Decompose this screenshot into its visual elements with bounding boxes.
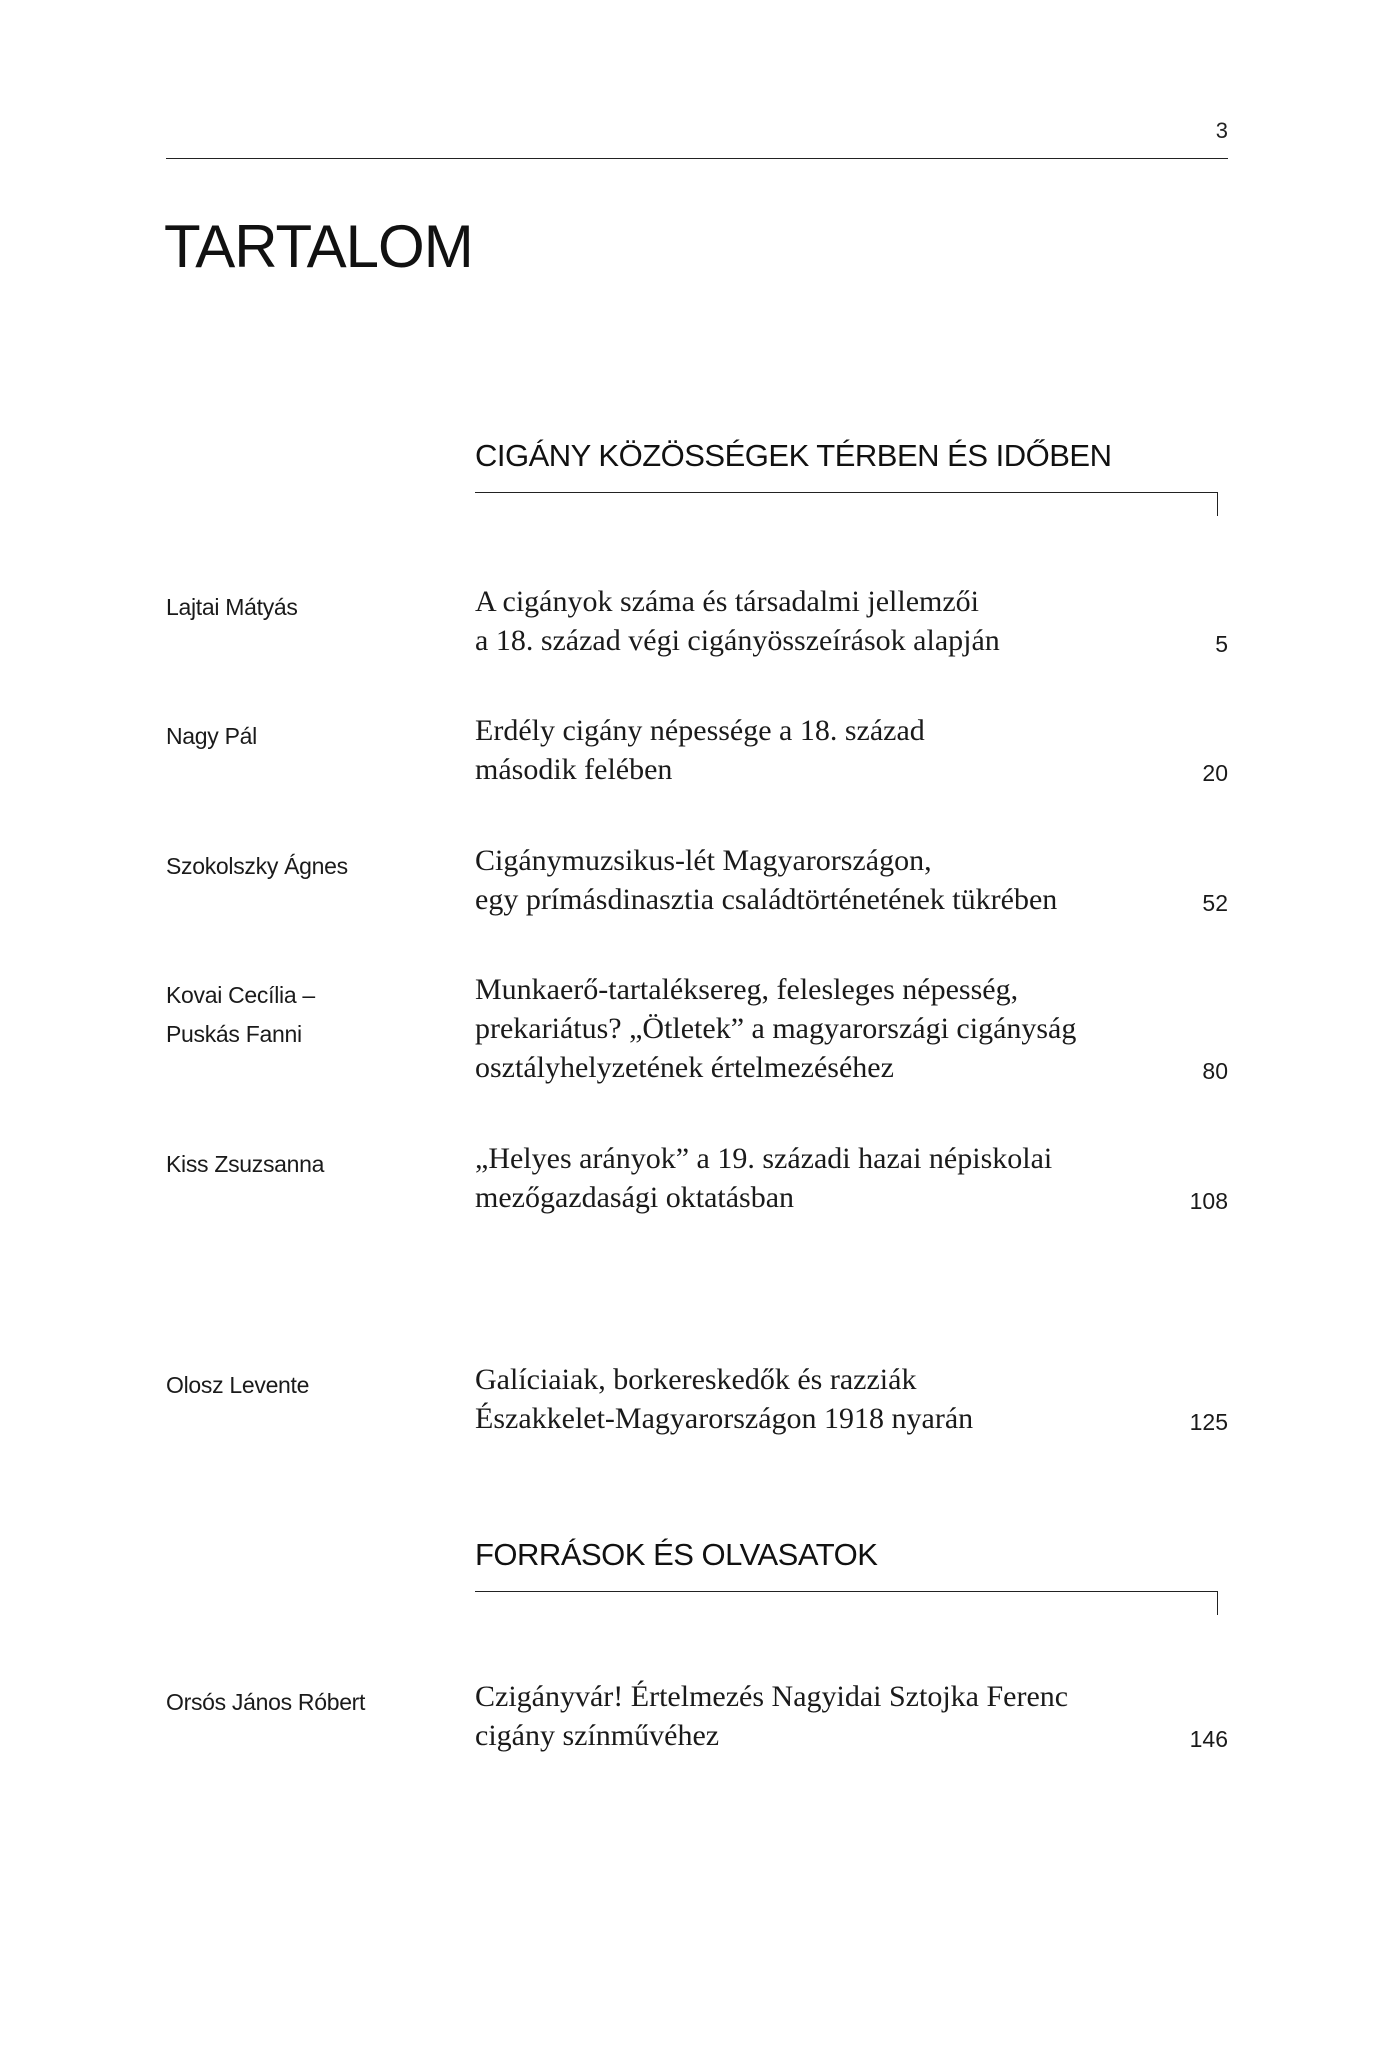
entry-page-number: 108 — [1189, 1188, 1228, 1214]
entry-author: Lajtai Mátyás — [166, 594, 298, 620]
entry-author: Szokolszky Ágnes — [166, 853, 348, 879]
entry-title: Czigányvár! Értelmezés Nagyidai Sztojka Ferenc cigány színművéhez — [475, 1680, 1069, 1752]
entry-title: Galíciaiak, borkereskedők és razziák Északkelet-Magyarországon 1918 nyarán — [475, 1363, 974, 1435]
entry-title: Cigánymuzsikus-lét Magyarországon, egy prímásdinasztia családtörténetének tükrében — [475, 844, 1058, 916]
entry-title: „Helyes arányok” a 19. századi hazai népiskolai mezőgazdasági oktatásban — [475, 1142, 1053, 1214]
section-heading-1: CIGÁNY KÖZÖSSÉGEK TÉRBEN ÉS IDŐBEN — [475, 438, 1112, 473]
entry-author: Olosz Levente — [166, 1372, 310, 1398]
page-number: 3 — [1215, 118, 1228, 143]
entry-author: Kiss Zsuzsanna — [166, 1151, 325, 1177]
section-heading-2: FORRÁSOK ÉS OLVASATOK — [475, 1537, 878, 1572]
entry-page-number: 20 — [1202, 760, 1228, 786]
entry-author: Kovai Cecília – Puskás Fanni — [166, 982, 315, 1047]
entry-page-number: 80 — [1202, 1058, 1228, 1084]
entry-page-number: 5 — [1215, 631, 1228, 657]
entry-page-number: 146 — [1189, 1726, 1228, 1752]
entry-title: Erdély cigány népessége a 18. század második felében — [475, 714, 925, 786]
entry-title: A cigányok száma és társadalmi jellemzői a 18. század végi cigányösszeírások alapján — [475, 585, 1000, 657]
entry-author: Nagy Pál — [166, 723, 257, 749]
section-rule-1 — [475, 492, 1217, 493]
header-rule — [166, 158, 1228, 159]
entry-title: Munkaerő-tartaléksereg, felesleges népesség, prekariátus? „Ötletek” a magyarországi cigányság osztályhelyzetének értelmezéséhez — [475, 973, 1077, 1084]
entry-page-number: 52 — [1202, 890, 1228, 916]
entry-author: Orsós János Róbert — [166, 1689, 366, 1715]
section-rule-2 — [475, 1591, 1217, 1592]
page-title: TARTALOM — [164, 213, 473, 280]
entry-page-number: 125 — [1189, 1409, 1228, 1435]
